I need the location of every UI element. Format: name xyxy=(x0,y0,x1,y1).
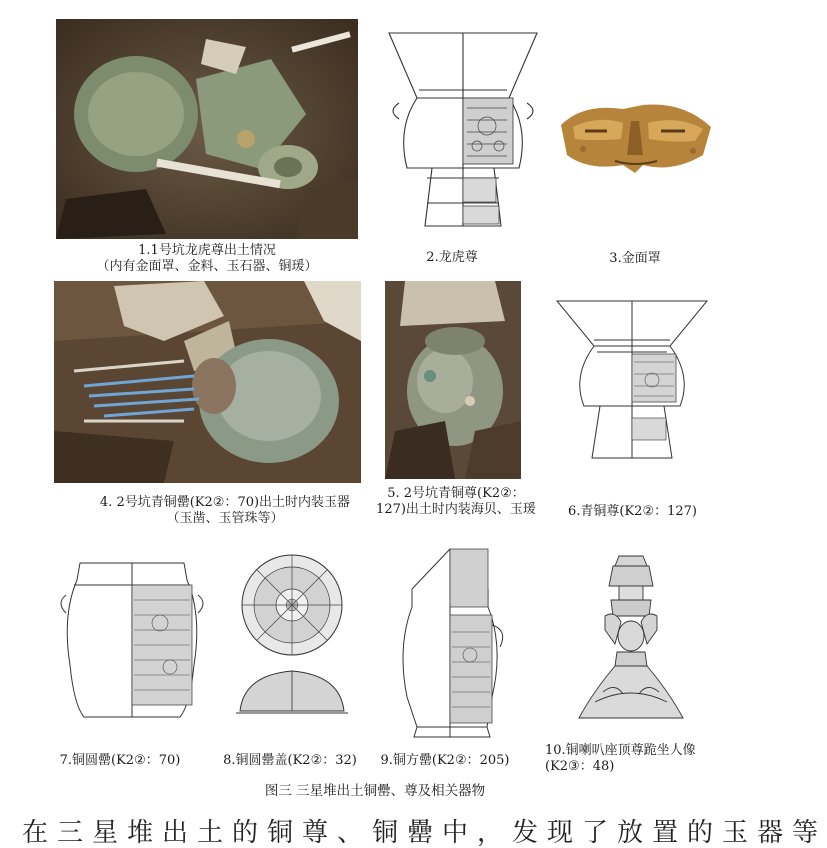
caption-9: 9.铜方罍(K2②：205) xyxy=(380,753,510,768)
caption-3: 3.金面罩 xyxy=(609,251,661,266)
caption-10: 10.铜喇叭座顶尊跪坐人像 (K2③：48) xyxy=(545,743,696,774)
body-text-line: 在三星堆出土的铜尊、铜罍中，发现了放置的玉器等 xyxy=(22,818,827,848)
drawing-6-bronze-zun xyxy=(552,296,712,466)
caption-8: 8.铜圆罍盖(K2②：32) xyxy=(223,753,357,768)
drawing-9-square-lei xyxy=(392,547,527,742)
drawing-7-round-lei xyxy=(52,555,212,723)
photo-3-gold-mask xyxy=(553,95,718,175)
caption-5: 5. 2号坑青铜尊(K2②：127)出土时内装海贝、玉瑗 xyxy=(376,486,536,517)
figure-title: 图三 三星堆出土铜罍、尊及相关器物 xyxy=(264,783,486,799)
drawing-2-dragon-tiger-zun xyxy=(377,28,549,233)
photo-1-dragon-tiger-zun-excavation xyxy=(56,19,358,239)
drawing-10-kneeling-figure xyxy=(575,552,687,724)
photo-5-bronze-zun-excavation xyxy=(385,281,521,479)
caption-4: 4. 2号坑青铜罍(K2②：70)出土时内装玉器 （玉凿、玉管珠等） xyxy=(99,495,351,526)
caption-6: 6.青铜尊(K2②：127) xyxy=(568,504,697,519)
photo-4-bronze-lei-excavation xyxy=(54,281,361,483)
caption-1: 1.1号坑龙虎尊出土情况 （内有金面罩、金料、玉石器、铜瑗） xyxy=(96,243,318,274)
caption-2: 2.龙虎尊 xyxy=(426,250,478,265)
caption-7: 7.铜圆罍(K2②：70) xyxy=(59,753,181,768)
drawing-8-round-lei-lid xyxy=(230,553,355,723)
